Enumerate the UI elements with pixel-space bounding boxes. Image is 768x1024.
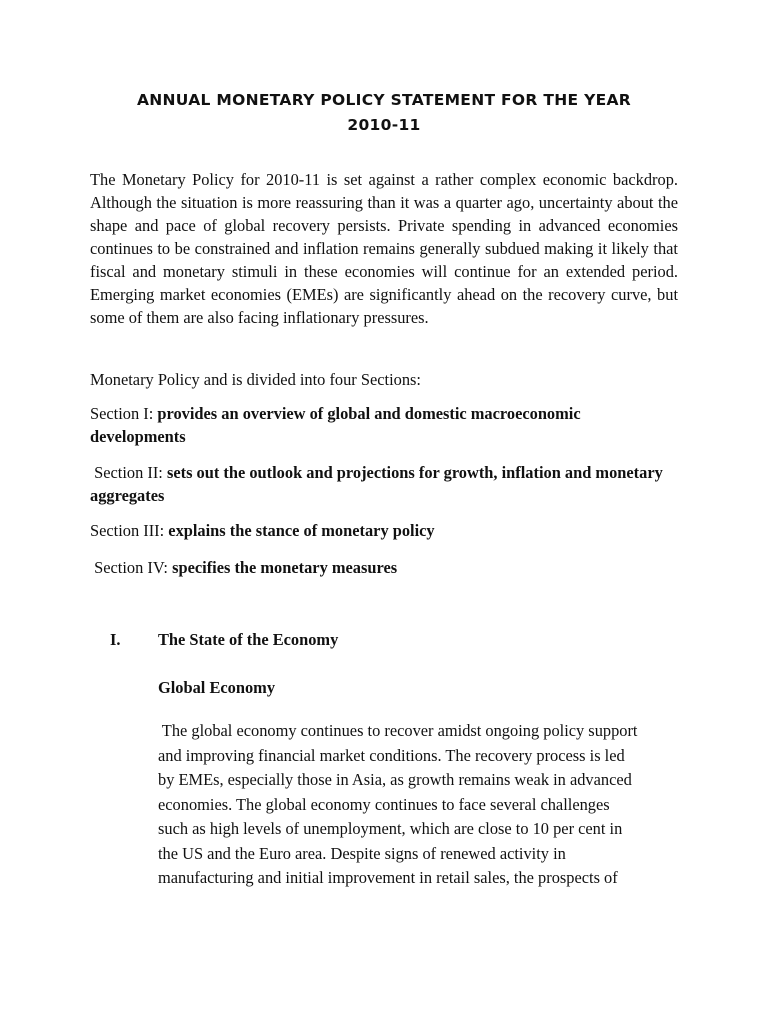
paragraph-line: manufacturing and initial improvement in retail sales, the prospects of (158, 868, 618, 887)
paragraph-line: and improving financial market conditions. The recovery process is led (158, 745, 625, 765)
section-3-item (90, 519, 435, 542)
section-3-label: Section III: (90, 521, 169, 540)
section-4-label: Section IV: (90, 558, 173, 577)
section-3-description: explains the stance of monetary policy (168, 521, 435, 540)
paragraph-line: by EMEs, especially those in Asia, as growth remains weak in advanced (158, 770, 632, 789)
paragraph-line: The global economy continues to recover amidst ongoing policy support (158, 721, 638, 740)
section-4-description: specifies the monetary measures (172, 558, 398, 577)
part-heading: The State of the Economy (158, 630, 339, 649)
section-1-description: provides an overview of global and domestic macroeconomic developments (90, 404, 581, 446)
paragraph-line: such as high levels of unemployment, which are close to 10 per cent in (158, 819, 623, 838)
section-2-description: sets out the outlook and projections for growth, inflation and monetary aggregates (90, 463, 667, 505)
section-1-label: Section I: (90, 404, 158, 423)
sections-intro-line: Monetary Policy and is divided into four Sections: (90, 370, 421, 389)
paragraph-line: economies. The global economy continues to face several challenges (158, 794, 610, 814)
intro-paragraph: The Monetary Policy for 2010-11 is set against a rather complex economic backdrop. Although the situation is more reassuring than it was a quarter ago, uncertainty about the shape and pace of global recovery persists. Private spending in advanced economies continues to be constrained and inflation remains generally subdued making it likely that fiscal and monetary stimuli in these economies will continue for an extended period. Emerging market economies (EMEs) are significantly ahead on the recovery curve, but some of them are also facing inflationary pressures. (90, 170, 678, 327)
document-title-line-1: ANNUAL MONETARY POLICY STATEMENT FOR THE YEAR (136, 91, 632, 109)
section-2-item (90, 461, 678, 507)
paragraph-line: the US and the Euro area. Despite signs of renewed activity in (158, 843, 566, 863)
global-economy-paragraph (158, 719, 678, 891)
section-1-item (90, 402, 678, 448)
section-4-item (90, 556, 397, 579)
subheading-global-economy: Global Economy (158, 678, 276, 697)
document-title-line-2: 2010-11 (347, 116, 421, 134)
section-2-label: Section II: (90, 463, 167, 482)
part-number: I. (110, 630, 121, 649)
